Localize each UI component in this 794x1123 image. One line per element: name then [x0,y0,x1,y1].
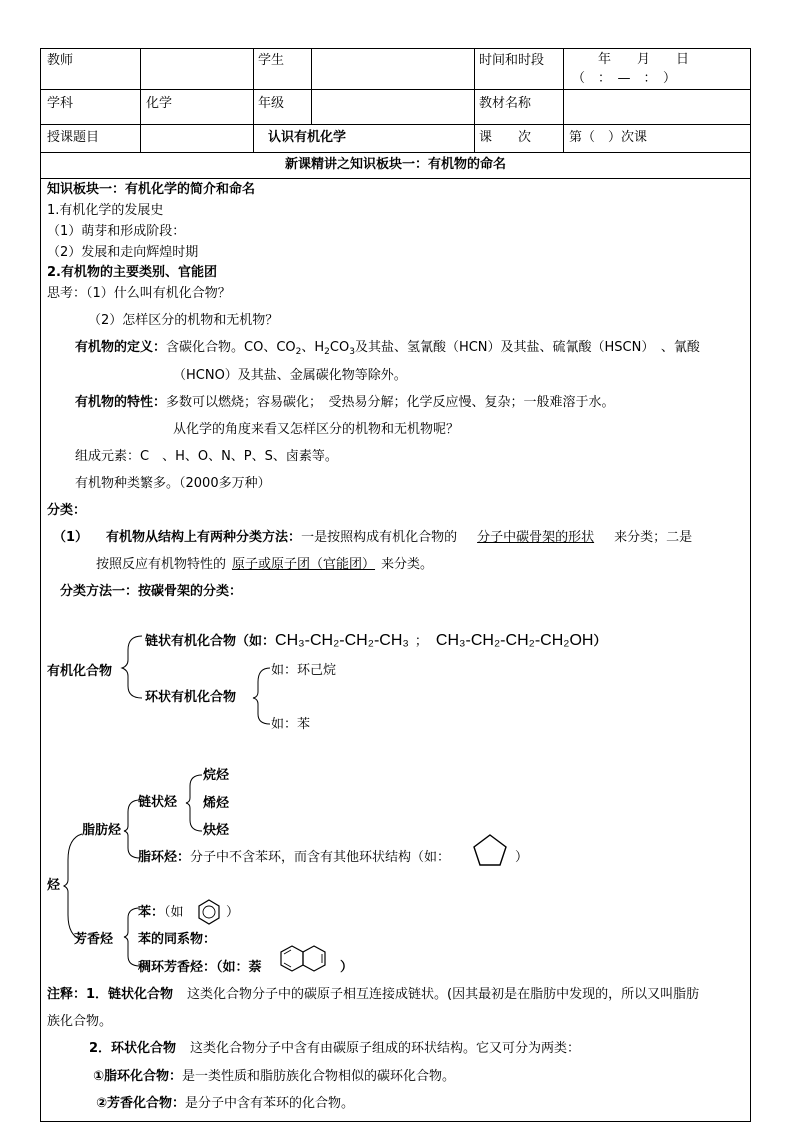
separator: ； [414,634,428,649]
note-text: 族化合物。 [47,1014,113,1029]
property-label: 有机物的特性： [75,395,167,410]
method-number: （1） [53,530,89,545]
session-label: 课 次 [479,130,532,145]
aromatic-label: 芳香烃 [74,932,114,947]
history-item: （1）萌芽和形成阶段： [47,224,186,239]
textbook-label: 教材名称 [479,96,532,111]
paren: ） [340,960,354,975]
ring-example: 如：苯 [271,717,311,732]
paren: ） [226,905,240,920]
tree1-root: 有机化合物 [47,664,113,679]
note-text: 是分子中含有苯环的化合物。 [185,1096,355,1111]
note-line [47,986,699,1004]
note-label: 注释：1．链状化合物 [47,987,174,1002]
section-heading: 知识板块一：有机化学的简介和命名 [47,182,256,197]
naphthalene-icon [281,946,325,971]
fused-aromatic-label: 稠环芳香烃：（如：萘 [138,960,262,975]
definition-text: 、H [301,340,325,355]
benzene-label: 苯： [138,905,165,920]
fill-blank-answer: 原子或原子团（官能团） [232,557,376,572]
alicyclic-line [138,849,450,867]
benzene-example: （如 [164,905,184,920]
paren: ） [515,850,529,865]
chain-organic-label: 链状有机化合物（如： [145,634,276,649]
butanol-formula: CH₃-CH₂-CH₂-CH₂OH [435,632,594,649]
think-question: 思考：（1）什么叫有机化合物？ [47,286,231,301]
time-label: 时间和时段 [479,53,545,68]
chain-organic-line [145,632,607,651]
subscript: 3 [349,347,355,357]
note-label: 2．环状化合物 [89,1041,177,1056]
student-label: 学生 [258,53,285,68]
subscript: 2 [295,347,302,357]
definition-label: 有机物的定义： [75,340,167,355]
types-title: 2.有机物的主要类别、官能团 [47,265,217,280]
alkene-label: 烯烃 [203,796,230,811]
note-line [93,1068,455,1086]
subject-label: 学科 [47,96,74,111]
method-text: 来分类。 [381,557,434,572]
session-value: 第（ ）次课 [569,130,648,145]
subscript: 2 [324,347,330,357]
note-line [96,1095,354,1113]
alkane-label: 烷烃 [203,768,230,783]
grade-label: 年级 [258,96,285,111]
date-line: 年 月 日 [598,52,690,67]
homolog-label: 苯的同系物： [138,932,217,947]
note-text: 是一类性质和脂肪族化合物相似的碳环化合物。 [182,1069,456,1084]
ring-example: 如：环己烷 [271,663,337,678]
alkyne-label: 炔烃 [203,823,230,838]
subject-value: 化学 [146,96,173,111]
method-text: 按照反应有机物特性的 [96,557,227,572]
question-text: 从化学的角度来看又怎样区分的机物和无机物呢？ [173,422,460,437]
note-label: ②芳香化合物： [96,1096,186,1111]
definition-text: 及其盐、氢氰酸（HCN）及其盐、硫氰酸（HSCN） 、氰酸 [354,340,700,355]
note-text: 这类化合物分子中含有由碳原子组成的环状结构。它又可分为两类： [190,1041,581,1056]
teacher-label: 教师 [47,53,74,68]
fill-blank-answer: 分子中碳骨架的形状 [477,530,595,545]
definition-text: CO [329,340,350,355]
topic-label: 授课题目 [47,130,100,145]
paren: ） [593,634,607,649]
definition-text: 含碳化合物。CO、CO [166,340,296,355]
think-question: （2）怎样区分的机物和无机物？ [88,313,279,328]
definition-text: （HCNO）及其盐、金属碳化物等除外。 [173,368,407,383]
butane-formula: CH₃-CH₂-CH₂-CH₃ [275,632,409,649]
elements-text: 组成元素：C 、H、O、N、P、S、卤素等。 [75,449,338,464]
note-text: 这类化合物分子中的碳原子相互连接成链状。(因其最初是在脂肪中发现的，所以又叫脂肪 [187,987,700,1002]
aliphatic-label: 脂肪烃 [82,823,122,838]
cyclopentane-icon [474,835,506,865]
topic-value: 认识有机化学 [267,130,346,145]
benzene-ring-icon [199,900,219,924]
chain-hydrocarbon-label: 链状烃 [138,795,178,810]
method-text: 来分类；二是 [614,530,693,545]
module-title: 新课精讲之知识板块一：有机物的命名 [284,157,506,172]
history-item: （2）发展和走向辉煌时期 [47,245,199,260]
variety-text: 有机物种类繁多。（2000多万种） [75,476,271,491]
property-text: 多数可以燃烧；容易碳化； 受热易分解；化学反应慢、复杂；一般难溶于水。 [166,395,615,410]
method-heading: 有机物从结构上有两种分类方法： [106,530,302,545]
note-label: ①脂环化合物： [93,1069,183,1084]
note-line [89,1040,580,1058]
method-text: 一是按照构成有机化合物的 [301,530,458,545]
history-title: 1.有机化学的发展史 [47,203,164,218]
alicyclic-label: 脂环烃： [138,850,191,865]
time-range-line: （ ： — ： ） [572,71,677,86]
alicyclic-text: 分子中不含苯环，而含有其他环状结构（如： [190,850,451,865]
benzene-line [138,904,184,922]
method1-heading: 分类方法一：按碳骨架的分类： [60,584,243,599]
hydrocarbon-root: 烃 [47,878,61,893]
class-label: 分类： [47,503,87,518]
ring-organic-label: 环状有机化合物 [145,690,237,705]
